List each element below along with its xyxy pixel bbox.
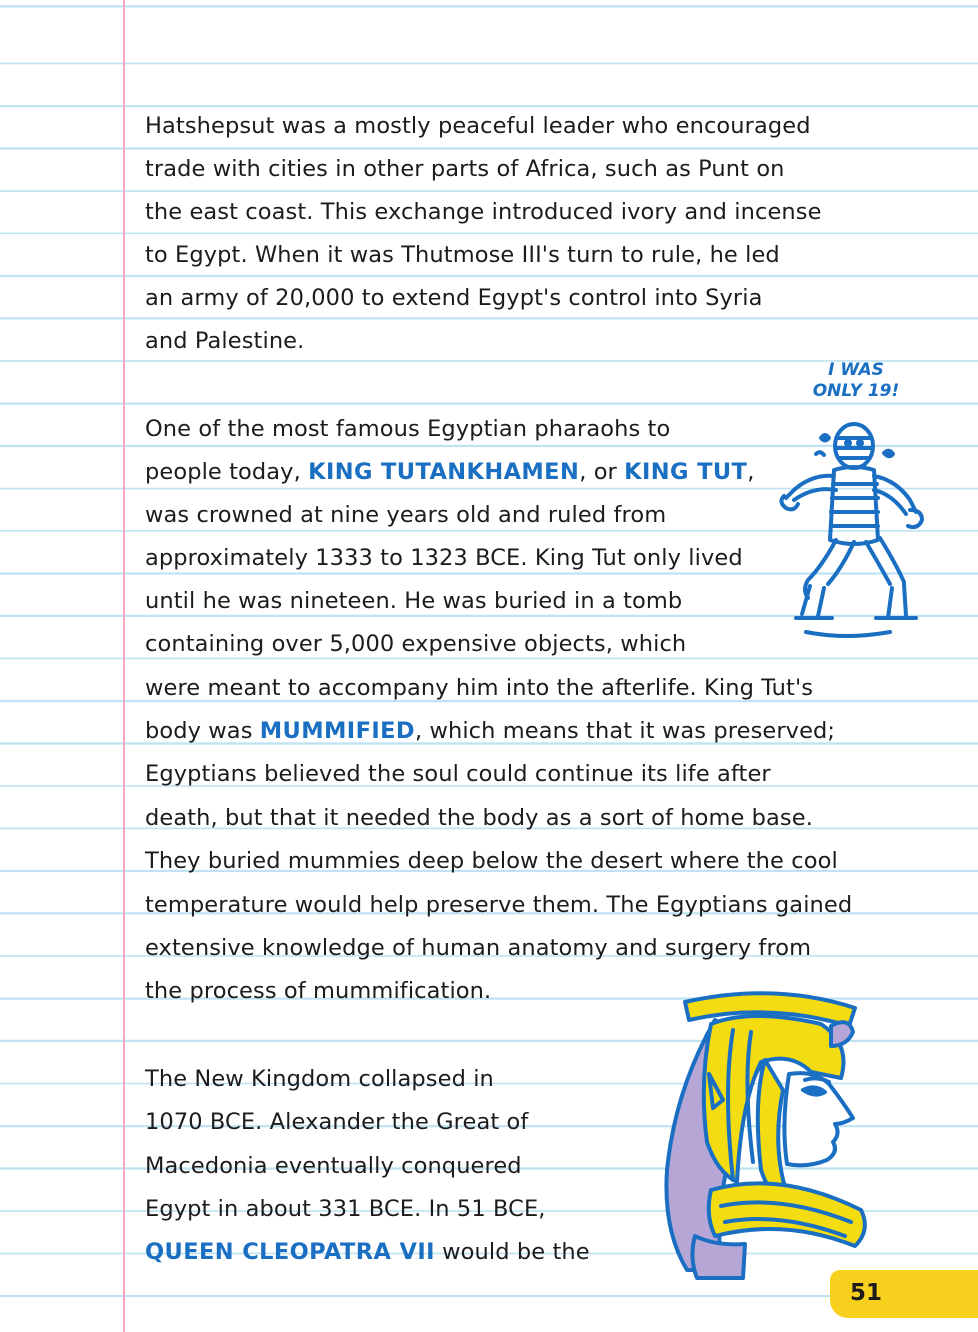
text-line (145, 716, 835, 746)
text-line: 1070 BCE. Alexander the Great of (145, 1109, 529, 1135)
text-line: the process of mummification. (145, 978, 492, 1004)
text-line: until he was nineteen. He was buried in a tomb (145, 588, 683, 614)
keyword-king-tut: KING TUT (624, 459, 748, 485)
page-number: 51 (849, 1280, 882, 1306)
keyword-queen-cleopatra-vii: QUEEN CLEOPATRA VII (145, 1239, 435, 1265)
note-line: I WAS (828, 360, 884, 380)
text-line: temperature would help preserve them. The Egyptians gained (145, 892, 853, 918)
text-line: containing over 5,000 expensive objects, which (145, 631, 687, 657)
text-run: , or (579, 459, 625, 485)
text-line: were meant to accompany him into the afterlife. King Tut's (145, 675, 814, 701)
mummy-illustration (776, 418, 926, 640)
text-line: extensive knowledge of human anatomy and surgery from (145, 935, 812, 961)
text-line: The New Kingdom collapsed in (145, 1066, 494, 1092)
text-line: Egypt in about 331 BCE. In 51 BCE, (145, 1196, 546, 1222)
note-line: ONLY 19! (812, 381, 900, 401)
text-run: body was (145, 718, 260, 744)
text-line: Hatshepsut was a mostly peaceful leader who encouraged (145, 113, 811, 139)
text-line: death, but that it needed the body as a sort of home base. (145, 805, 813, 831)
text-run: people today, (145, 459, 309, 485)
text-run: would be the (434, 1239, 590, 1265)
text-line: One of the most famous Egyptian pharaohs to (145, 416, 671, 442)
text-line: trade with cities in other parts of Africa, such as Punt on (145, 156, 785, 182)
keyword-mummified: MUMMIFIED (259, 718, 415, 744)
keyword-king-tutankhamen: KING TUTANKHAMEN (308, 459, 580, 485)
text-line: They buried mummies deep below the desert where the cool (145, 848, 838, 874)
text-run: , which means that it was preserved; (414, 718, 836, 744)
cleopatra-illustration (655, 990, 885, 1282)
mummy-speech-note (808, 360, 904, 402)
text-line: an army of 20,000 to extend Egypt's control into Syria (145, 285, 763, 311)
text-line: and Palestine. (145, 328, 305, 354)
text-run: , (747, 459, 755, 485)
text-line (145, 1237, 590, 1267)
notebook-margin-line (123, 0, 125, 1332)
text-line: Egyptians believed the soul could continue its life after (145, 761, 771, 787)
text-line (145, 457, 755, 487)
text-line: the east coast. This exchange introduced ivory and incense (145, 199, 822, 225)
text-line: Macedonia eventually conquered (145, 1153, 522, 1179)
text-line: approximately 1333 to 1323 BCE. King Tut only lived (145, 545, 743, 571)
text-line: was crowned at nine years old and ruled from (145, 502, 667, 528)
text-line: to Egypt. When it was Thutmose III's turn to rule, he led (145, 242, 780, 268)
